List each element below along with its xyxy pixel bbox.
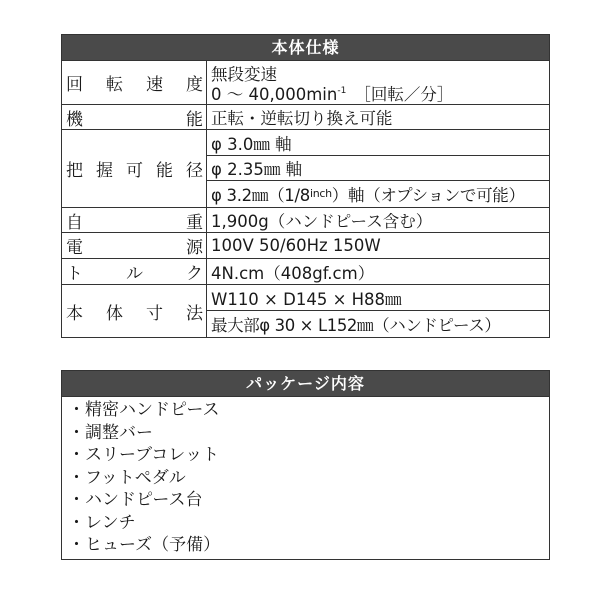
package-item: ・調整バー (68, 422, 153, 443)
package-item: ・ヒューズ（予備） (68, 535, 221, 555)
label-char: 源 (186, 238, 203, 258)
package-item: ・レンチ (68, 512, 136, 533)
spec-row-weight (62, 208, 549, 233)
label-char: 法 (186, 303, 203, 324)
weight-value: 1,900g（ハンドピース含む） (211, 212, 433, 231)
spec-table (61, 34, 550, 338)
label-char: 能 (186, 109, 203, 130)
package-item: ・フットペダル (68, 467, 186, 488)
label-char: ク (186, 264, 203, 284)
spec-label-dimensions (62, 285, 207, 337)
spec-values-grip (207, 130, 549, 207)
speed-range-exponent: -1 (337, 86, 347, 96)
spec-row-function (62, 105, 549, 130)
spec-label-speed (62, 61, 207, 104)
grip-value-3-inch: inch (309, 187, 332, 200)
dimensions-value-2: 最大部φ 30 × L152㎜（ハンドピース） (207, 310, 549, 336)
label-char: 径 (186, 161, 203, 181)
spec-row-speed (62, 61, 549, 105)
grip-value-3-b: ）軸（オプションで可能） (331, 185, 525, 205)
spec-values-dimensions (207, 285, 549, 337)
spec-row-torque (62, 259, 549, 285)
label-char: 自 (66, 212, 83, 233)
label-char: 速 (146, 75, 163, 95)
package-item: ・ハンドピース台 (68, 490, 203, 510)
grip-value-3-a: φ 3.2㎜（1/8 (211, 185, 310, 205)
power-value: 100V 50/60Hz 150W (211, 236, 381, 255)
speed-range-value: 0 ～ 40,000min (211, 85, 338, 104)
label-char: 電 (66, 238, 83, 258)
speed-type: 無段変速 (211, 64, 277, 82)
label-char: 機 (66, 109, 83, 130)
torque-value: 4N.cm（408gf.cm） (211, 263, 375, 283)
spec-header: 本体仕様 (62, 35, 549, 61)
label-char: 握 (96, 161, 113, 181)
package-item: ・精密ハンドピース (68, 400, 220, 420)
package-list (62, 397, 549, 557)
label-char: ト (66, 264, 83, 284)
label-char: 転 (106, 75, 123, 95)
label-char: 回 (66, 75, 83, 95)
label-char: ル (126, 264, 143, 284)
package-item: ・スリーブコレット (68, 445, 220, 465)
grip-value-3 (207, 180, 549, 206)
spec-row-power (62, 233, 549, 259)
function-value: 正転・逆転切り換え可能 (211, 109, 393, 128)
label-char: 可 (126, 161, 143, 181)
label-char: 把 (66, 161, 83, 181)
spec-label-power (62, 233, 207, 258)
spec-label-grip (62, 130, 207, 207)
spec-label-function (62, 105, 207, 129)
spec-row-grip (62, 130, 549, 208)
label-char: 寸 (146, 303, 163, 324)
grip-value-1: φ 3.0㎜ 軸 (211, 134, 292, 154)
speed-unit: ［回転／分］ (354, 85, 454, 104)
speed-range (207, 82, 549, 104)
label-char: 体 (106, 303, 123, 324)
spec-row-dimensions (62, 285, 549, 337)
spec-values-speed (207, 61, 549, 104)
label-char: 本 (66, 303, 83, 324)
spec-label-torque (62, 259, 207, 284)
spec-values-weight (207, 208, 549, 232)
package-table (61, 370, 550, 560)
spec-values-function (207, 105, 549, 129)
spec-values-power (207, 233, 549, 258)
dimensions-value-1: W110 × D145 × H88㎜ (211, 289, 402, 309)
label-char: 度 (186, 75, 203, 95)
spec-values-torque (207, 259, 549, 284)
label-char: 重 (186, 212, 203, 233)
grip-value-2: φ 2.35㎜ 軸 (207, 155, 549, 180)
package-header: パッケージ内容 (62, 371, 549, 397)
label-char: 能 (156, 161, 173, 181)
spec-label-weight (62, 208, 207, 232)
